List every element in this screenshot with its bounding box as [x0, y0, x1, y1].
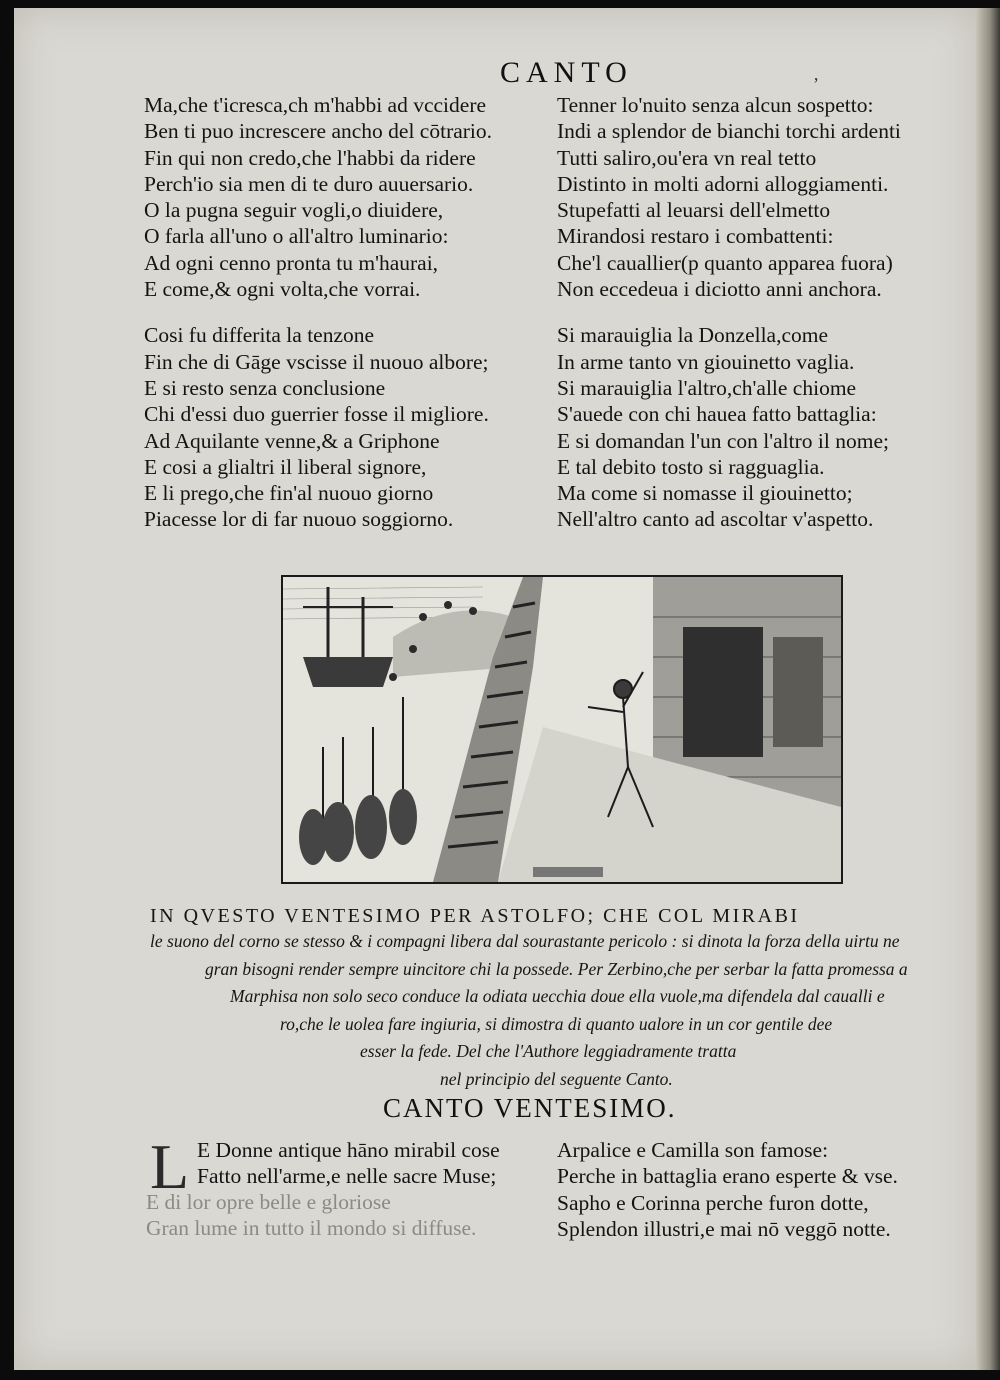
verse-line: S'auede con chi hauea fatto battaglia: [557, 402, 877, 427]
facing-page-edge [976, 8, 1000, 1370]
verse-line: Splendon illustri,e mai nō veggō notte. [557, 1216, 891, 1241]
verse-line: E cosi a glialtri il liberal signore, [144, 454, 427, 479]
verse-line: Fin che di Gāge vscisse il nuouo albore; [144, 349, 489, 374]
stanza-column-right [557, 92, 901, 533]
stanza-gap [144, 302, 492, 322]
verse-line: Gran lume in tutto il mondo si diffuse. [146, 1216, 477, 1241]
verse-line: E li prego,che fin'al nuouo giorno [144, 481, 434, 506]
verse-line: Stupefatti al leuarsi dell'elmetto [557, 198, 831, 223]
verse-line: Fatto nell'arme,e nelle sacre Muse; [197, 1164, 497, 1189]
drop-capital: L [150, 1131, 190, 1202]
verse-line: Fin qui non credo,che l'habbi da ridere [144, 145, 476, 170]
verse-line: E si resto senza conclusione [144, 375, 386, 400]
verse-line: E Donne antique hāno mirabil cose [197, 1138, 500, 1162]
argument-line: esser la fede. Del che l'Authore leggiadramente tratta [360, 1041, 737, 1061]
verse-line: O farla all'uno o all'altro luminario: [144, 224, 449, 249]
running-header: CANTO [500, 56, 633, 89]
argument-heading: IN QVESTO VENTESIMO PER ASTOLFO; CHE COL MIRABI [150, 905, 800, 927]
verse-line: Che'l cauallier(p quanto apparea fuora) [557, 250, 893, 275]
verse-line: Ma come si nomasse il giouinetto; [557, 481, 853, 506]
verse-line: Piacesse lor di far nuouo soggiorno. [144, 507, 454, 532]
verse-line: Ma,che t'icresca,ch m'habbi ad vccidere [144, 93, 487, 117]
verse-line: Ben ti puo increscere ancho del cōtrario. [144, 119, 493, 144]
verse-line: Si marauiglia l'altro,ch'alle chiome [557, 375, 857, 400]
argument-line: gran bisogni render sempre uincitore chi la possede. Per Zerbino,che per serbar la fatta promessa a [205, 958, 908, 979]
woodcut-illustration [281, 575, 843, 884]
verse-line: Arpalice e Camilla son famose: [557, 1138, 829, 1162]
verse-line: E tal debito tosto si ragguaglia. [557, 454, 825, 479]
ink-mark: ’ [813, 74, 819, 94]
verse-line: Ad ogni cenno pronta tu m'haurai, [144, 250, 439, 275]
verse-line: Perch'io sia men di te duro auuersario. [144, 171, 474, 196]
bottom-stanza-right [557, 1137, 898, 1242]
stanza-column-left [144, 92, 492, 533]
canto-title: CANTO VENTESIMO. [383, 1093, 677, 1123]
verse-line: Cosi fu differita la tenzone [144, 323, 375, 348]
verse-line: Sapho e Corinna perche furon dotte, [557, 1190, 869, 1215]
verse-line: Perche in battaglia erano esperte & vse. [557, 1164, 898, 1189]
verse-line: Mirandosi restaro i combattenti: [557, 224, 834, 249]
verse-line: Distinto in molti adorni alloggiamenti. [557, 171, 889, 196]
bottom-stanza-left [146, 1189, 476, 1242]
verse-line: E di lor opre belle e gloriose [146, 1190, 391, 1214]
verse-line: Non eccedeua i diciotto anni anchora. [557, 277, 882, 302]
verse-line: In arme tanto vn giouinetto vaglia. [557, 349, 855, 374]
canto-argument [150, 905, 980, 1093]
verse-line: E si domandan l'un con l'altro il nome; [557, 428, 889, 453]
argument-line: le suono del corno se stesso & i compagni libera dal sourastante pericolo : si dinota la forza della uirtu ne [150, 931, 900, 951]
bottom-stanza-left-indented [197, 1137, 500, 1190]
woodcut-drawing [283, 577, 841, 882]
verse-line: E come,& ogni volta,che vorrai. [144, 277, 421, 302]
verse-line: O la pugna seguir vogli,o diuidere, [144, 198, 444, 223]
verse-line: Tenner lo'nuito senza alcun sospetto: [557, 93, 874, 117]
verse-line: Si marauiglia la Donzella,come [557, 323, 829, 348]
argument-line: nel principio del seguente Canto. [440, 1068, 673, 1089]
stanza-gap [557, 302, 901, 322]
verse-line: Tutti saliro,ou'era vn real tetto [557, 145, 817, 170]
verse-line: Indi a splendor de bianchi torchi ardenti [557, 119, 901, 144]
verse-line: Ad Aquilante venne,& a Griphone [144, 428, 440, 453]
verse-line: Chi d'essi duo guerrier fosse il migliore. [144, 402, 489, 427]
verse-line: Nell'altro canto ad ascoltar v'aspetto. [557, 507, 874, 532]
argument-line: ro,che le uolea fare ingiuria, si dimostra di quanto ualore in un cor gentile dee [280, 1013, 833, 1034]
argument-line: Marphisa non solo seco conduce la odiata uecchia doue ella vuole,ma difendela dal caualli e [230, 986, 885, 1006]
